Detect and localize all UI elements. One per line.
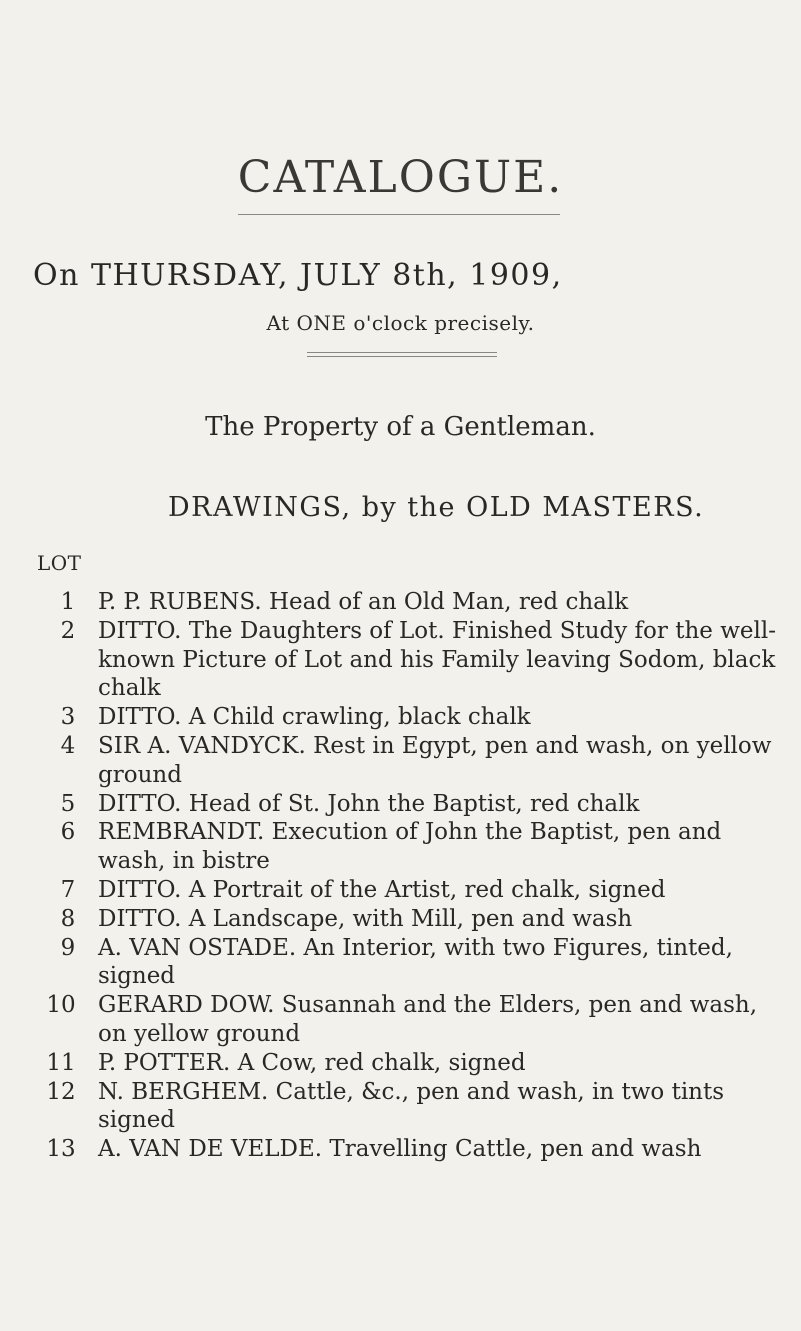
- lot-item: [0, 1135, 801, 1164]
- lot-item: [0, 1078, 801, 1136]
- lot-number: 4: [60, 732, 76, 759]
- lot-number: 8: [60, 905, 76, 932]
- lot-description: DITTO. A Portrait of the Artist, red chalk, signed: [98, 876, 666, 903]
- lot-item: [0, 617, 801, 703]
- time-divider-top: [307, 352, 497, 353]
- lot-number: 5: [60, 790, 76, 817]
- lot-description: P. POTTER. A Cow, red chalk, signed: [98, 1049, 526, 1076]
- lot-description: P. P. RUBENS. Head of an Old Man, red chalk: [98, 589, 629, 615]
- lot-description: DITTO. A Landscape, with Mill, pen and wash: [98, 905, 633, 932]
- lot-item: [0, 905, 801, 934]
- catalogue-title: CATALOGUE.: [237, 152, 564, 203]
- lot-description: A. VAN DE VELDE. Travelling Cattle, pen and wash: [98, 1136, 702, 1163]
- lot-item: [0, 703, 801, 732]
- section-heading: DRAWINGS, by the OLD MASTERS.: [168, 492, 705, 523]
- lot-description: SIR A. VANDYCK. Rest in Egypt, pen and wash, on yellow ground: [98, 732, 772, 788]
- lot-description: REMBRANDT. Execution of John the Baptist, pen and wash, in bistre: [98, 819, 722, 875]
- time-divider-bottom: [307, 356, 497, 357]
- lot-number: 10: [46, 992, 76, 1019]
- lot-number: 7: [60, 876, 76, 903]
- title-divider: [238, 214, 560, 215]
- lot-number: 13: [46, 1136, 76, 1163]
- lot-number: 2: [60, 617, 76, 644]
- sale-time: At ONE o'clock precisely.: [266, 311, 535, 335]
- lot-item: [0, 818, 801, 876]
- lot-description: DITTO. Head of St. John the Baptist, red chalk: [98, 790, 640, 817]
- lot-item: [0, 588, 801, 617]
- lot-item: [0, 991, 801, 1049]
- lot-list: [0, 588, 801, 1164]
- lot-number: 9: [60, 934, 76, 961]
- sale-date: On THURSDAY, JULY 8th, 1909,: [33, 258, 563, 293]
- lot-item: [0, 1049, 801, 1078]
- lot-item: [0, 876, 801, 905]
- lot-item: [0, 934, 801, 992]
- lot-number: 11: [46, 1049, 76, 1076]
- lot-number: 3: [60, 704, 76, 731]
- lot-description: DITTO. The Daughters of Lot. Finished Study for the well-known Picture of Lot and his Family leaving Sodom, black chalk: [98, 617, 776, 702]
- lot-column-header: LOT: [37, 551, 82, 575]
- lot-item: [0, 732, 801, 790]
- lot-description: GERARD DOW. Susannah and the Elders, pen and wash, on yellow ground: [98, 992, 758, 1047]
- property-line: The Property of a Gentleman.: [205, 412, 596, 442]
- lot-description: DITTO. A Child crawling, black chalk: [98, 704, 531, 731]
- lot-description: A. VAN OSTADE. An Interior, with two Figures, tinted, signed: [98, 934, 733, 990]
- lot-item: [0, 790, 801, 819]
- lot-number: 1: [60, 589, 76, 615]
- lot-description: N. BERGHEM. Cattle, &c., pen and wash, in two tints signed: [98, 1078, 725, 1134]
- lot-number: 6: [60, 819, 76, 846]
- lot-number: 12: [46, 1078, 76, 1105]
